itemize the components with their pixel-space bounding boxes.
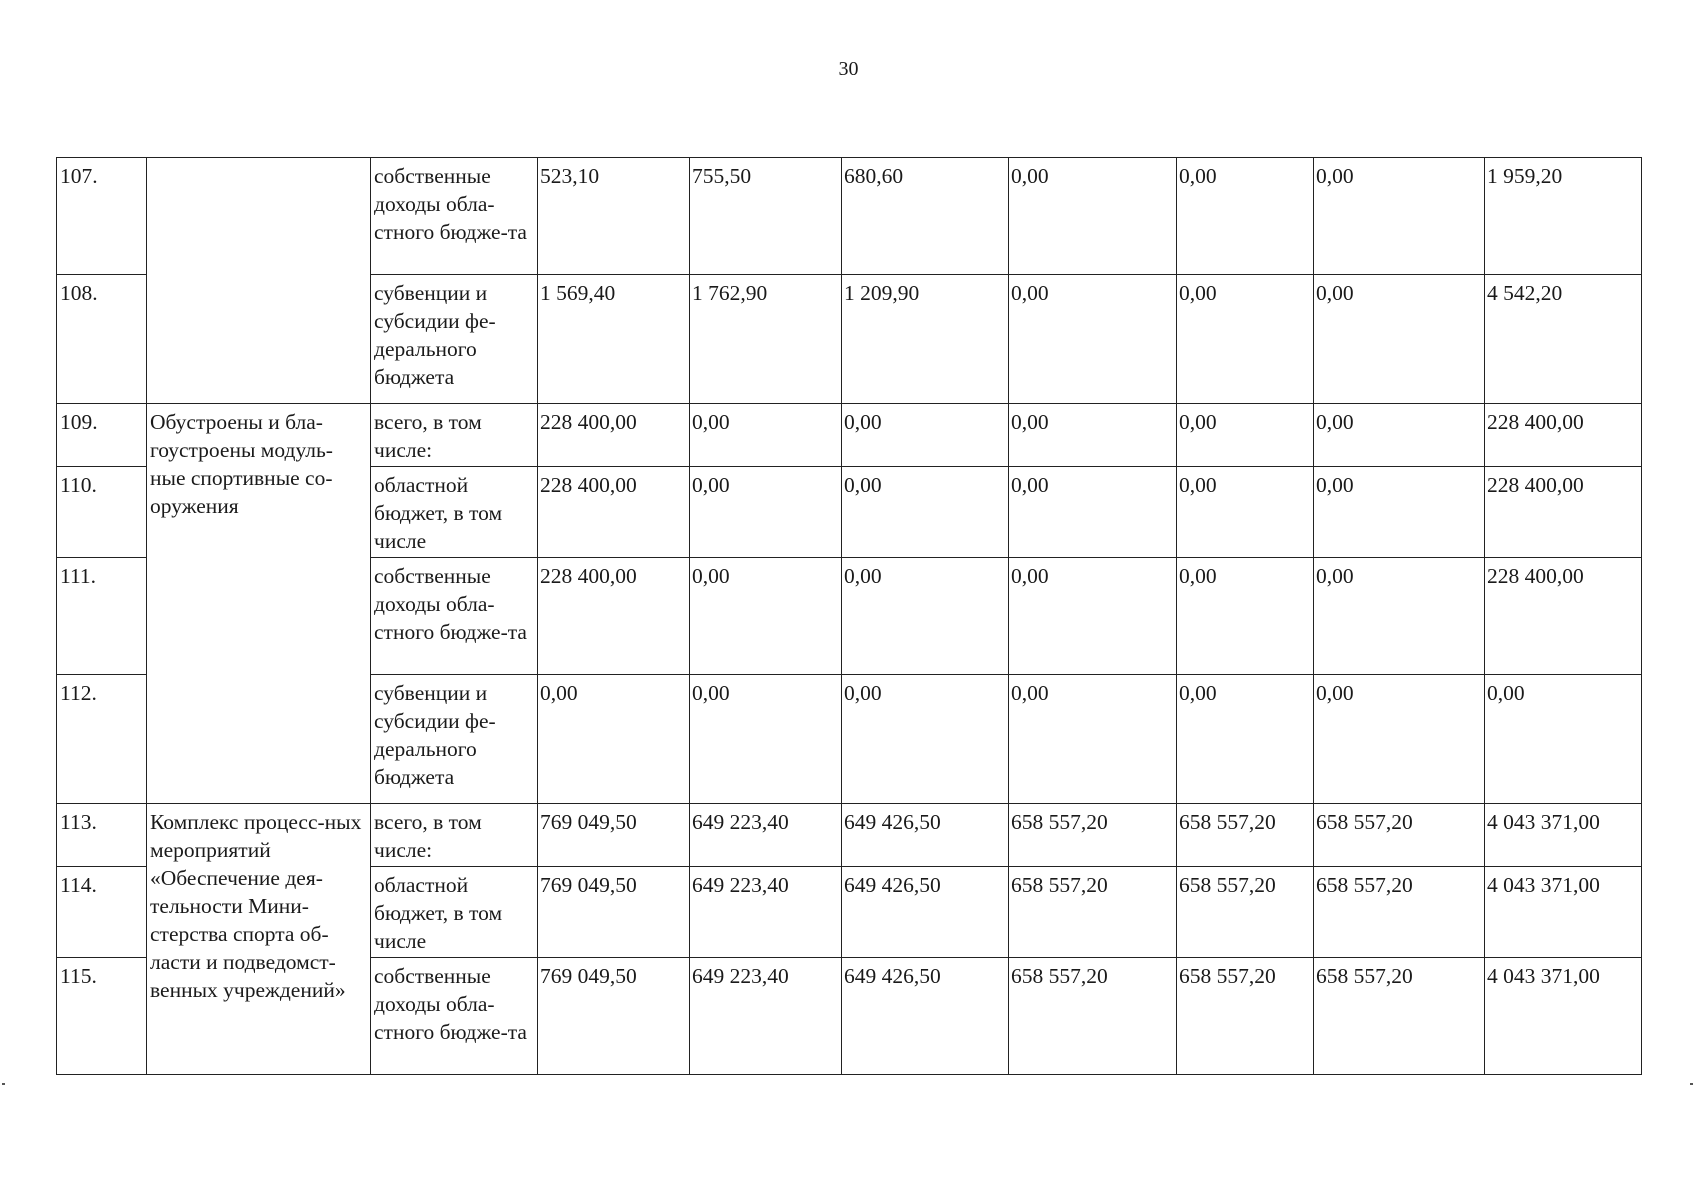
- table-row: [57, 158, 1642, 275]
- value-cell: 658 557,20: [1314, 958, 1485, 1075]
- value-cell: 649 426,50: [842, 867, 1009, 958]
- value-cell: 0,00: [1009, 558, 1177, 675]
- value-cell: 0,00: [842, 467, 1009, 558]
- value-cell: 680,60: [842, 158, 1009, 275]
- value-cell: 228 400,00: [538, 558, 690, 675]
- value-cell: 0,00: [1009, 467, 1177, 558]
- row-number: 115.: [57, 958, 147, 1075]
- value-cell: 769 049,50: [538, 867, 690, 958]
- row-number: 108.: [57, 275, 147, 404]
- row-number: 112.: [57, 675, 147, 804]
- value-cell: 755,50: [690, 158, 842, 275]
- value-cell: 649 223,40: [690, 958, 842, 1075]
- funding-source: собственные доходы обла-стного бюдже-та: [371, 158, 538, 275]
- value-cell: 0,00: [1314, 558, 1485, 675]
- value-cell: 649 223,40: [690, 804, 842, 867]
- value-cell: 658 557,20: [1177, 804, 1314, 867]
- table-row: [57, 404, 1642, 467]
- budget-table: [56, 157, 1642, 1075]
- funding-source: всего, в том числе:: [371, 804, 538, 867]
- funding-source: собственные доходы обла-стного бюдже-та: [371, 958, 538, 1075]
- value-cell: 0,00: [1177, 558, 1314, 675]
- value-cell: 658 557,20: [1009, 958, 1177, 1075]
- page-number: 30: [838, 58, 859, 80]
- value-cell: 0,00: [690, 558, 842, 675]
- value-cell: 0,00: [1177, 275, 1314, 404]
- funding-source: всего, в том числе:: [371, 404, 538, 467]
- value-cell: 769 049,50: [538, 804, 690, 867]
- value-cell: 0,00: [1009, 404, 1177, 467]
- value-cell: 0,00: [538, 675, 690, 804]
- value-cell: 0,00: [1177, 675, 1314, 804]
- value-cell: 769 049,50: [538, 958, 690, 1075]
- value-cell: 0,00: [1314, 467, 1485, 558]
- value-cell: 228 400,00: [538, 467, 690, 558]
- total-cell: 228 400,00: [1485, 558, 1642, 675]
- funding-source: собственные доходы обла-стного бюдже-та: [371, 558, 538, 675]
- value-cell: 0,00: [690, 404, 842, 467]
- total-cell: 4 542,20: [1485, 275, 1642, 404]
- value-cell: 0,00: [1177, 404, 1314, 467]
- value-cell: 0,00: [1314, 404, 1485, 467]
- funding-source: субвенции и субсидии фе-дерального бюджета: [371, 275, 538, 404]
- value-cell: 658 557,20: [1009, 804, 1177, 867]
- row-number: 109.: [57, 404, 147, 467]
- row-number: 113.: [57, 804, 147, 867]
- total-cell: 4 043 371,00: [1485, 804, 1642, 867]
- value-cell: 658 557,20: [1314, 867, 1485, 958]
- scan-mark-right: [1690, 1083, 1693, 1085]
- value-cell: 0,00: [690, 675, 842, 804]
- value-cell: 0,00: [842, 404, 1009, 467]
- value-cell: 0,00: [1009, 275, 1177, 404]
- value-cell: 649 426,50: [842, 804, 1009, 867]
- item-name: Обустроены и бла-гоустроены модуль-ные спортивные со-оружения: [147, 404, 371, 804]
- item-name: Комплекс процесс-ных мероприятий «Обеспечение дея-тельности Мини-стерства спорта об-ласти и подведомст-венных учреждений»: [147, 804, 371, 1075]
- value-cell: 0,00: [1177, 158, 1314, 275]
- value-cell: 228 400,00: [538, 404, 690, 467]
- value-cell: 0,00: [1009, 675, 1177, 804]
- total-cell: 4 043 371,00: [1485, 867, 1642, 958]
- row-number: 114.: [57, 867, 147, 958]
- item-name: [147, 158, 371, 404]
- value-cell: 649 223,40: [690, 867, 842, 958]
- funding-source: субвенции и субсидии фе-дерального бюджета: [371, 675, 538, 804]
- value-cell: 0,00: [842, 675, 1009, 804]
- value-cell: 1 209,90: [842, 275, 1009, 404]
- scan-mark-left: [2, 1083, 5, 1085]
- value-cell: 0,00: [1314, 158, 1485, 275]
- value-cell: 0,00: [842, 558, 1009, 675]
- total-cell: 0,00: [1485, 675, 1642, 804]
- value-cell: 1 762,90: [690, 275, 842, 404]
- value-cell: 1 569,40: [538, 275, 690, 404]
- total-cell: 228 400,00: [1485, 404, 1642, 467]
- value-cell: 658 557,20: [1009, 867, 1177, 958]
- total-cell: 4 043 371,00: [1485, 958, 1642, 1075]
- value-cell: 658 557,20: [1314, 804, 1485, 867]
- value-cell: 658 557,20: [1177, 867, 1314, 958]
- value-cell: 0,00: [1009, 158, 1177, 275]
- funding-source: областной бюджет, в том числе: [371, 467, 538, 558]
- row-number: 111.: [57, 558, 147, 675]
- value-cell: 0,00: [690, 467, 842, 558]
- value-cell: 0,00: [1177, 467, 1314, 558]
- row-number: 110.: [57, 467, 147, 558]
- value-cell: 523,10: [538, 158, 690, 275]
- row-number: 107.: [57, 158, 147, 275]
- table-row: [57, 804, 1642, 867]
- total-cell: 1 959,20: [1485, 158, 1642, 275]
- total-cell: 228 400,00: [1485, 467, 1642, 558]
- value-cell: 658 557,20: [1177, 958, 1314, 1075]
- value-cell: 649 426,50: [842, 958, 1009, 1075]
- funding-source: областной бюджет, в том числе: [371, 867, 538, 958]
- value-cell: 0,00: [1314, 275, 1485, 404]
- table-body: [57, 158, 1642, 1075]
- value-cell: 0,00: [1314, 675, 1485, 804]
